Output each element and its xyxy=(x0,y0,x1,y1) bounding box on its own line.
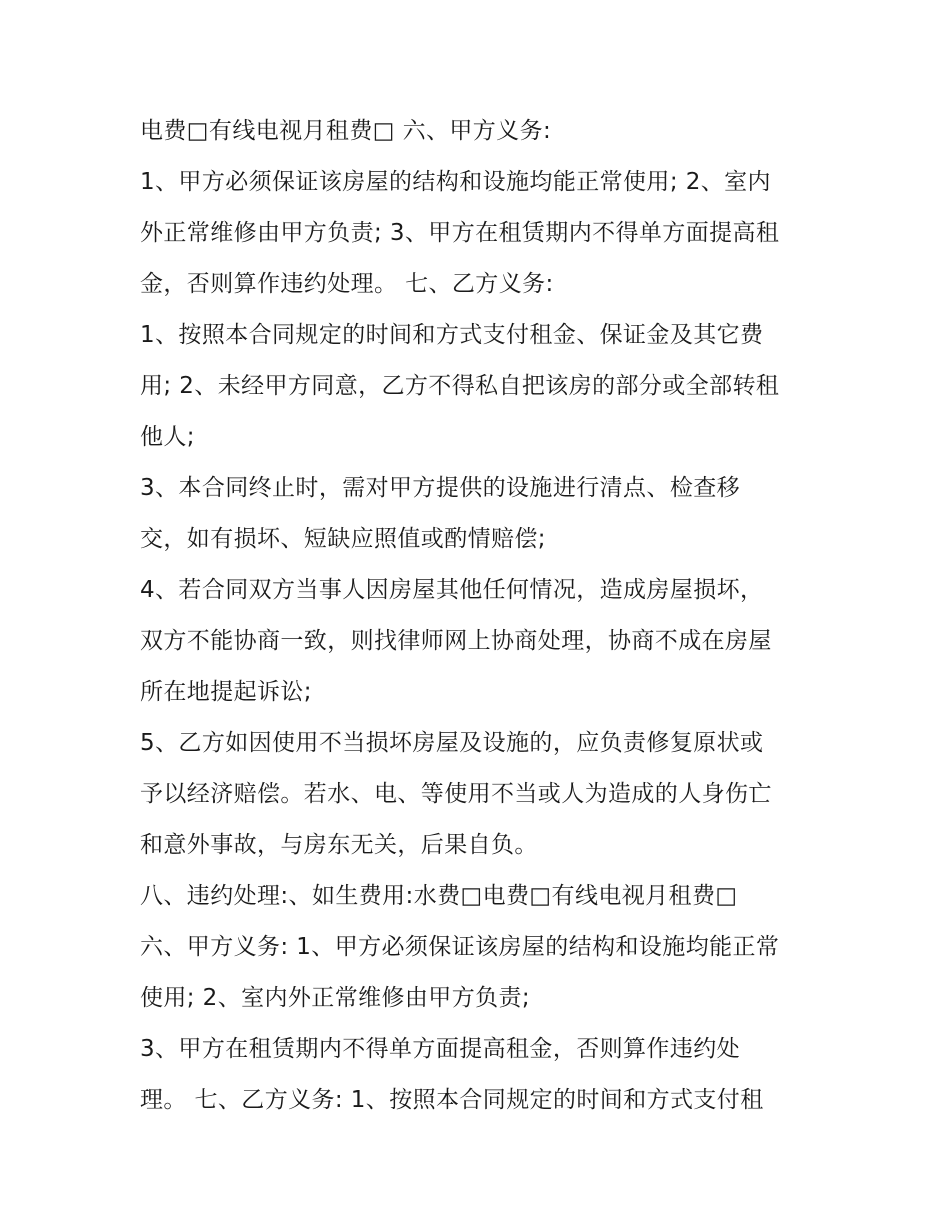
text-line: 所在地提起诉讼; xyxy=(140,679,312,705)
text-line: 外正常维修由甲方负责; 3、甲方在租赁期内不得单方面提高租 xyxy=(140,220,780,246)
text-line: 1、按照本合同规定的时间和方式支付租金、保证金及其它费 xyxy=(140,322,764,348)
text-line: 3、甲方在租赁期内不得单方面提高租金，否则算作违约处 xyxy=(140,1036,741,1062)
text-line: 交，如有损坏、短缺应照值或酌情赔偿; xyxy=(140,526,546,552)
text-line: 电费□有线电视月租费□ 六、甲方义务: xyxy=(140,118,552,144)
text-line: 理。 七、乙方义务: 1、按照本合同规定的时间和方式支付租 xyxy=(140,1087,764,1113)
text-line: 双方不能协商一致，则找律师网上协商处理，协商不成在房屋 xyxy=(140,628,772,654)
text-line: 4、若合同双方当事人因房屋其他任何情况，造成房屋损坏， xyxy=(140,577,764,603)
text-line: 3、本合同终止时，需对甲方提供的设施进行清点、检查移 xyxy=(140,475,741,501)
text-line: 1、甲方必须保证该房屋的结构和设施均能正常使用; 2、室内 xyxy=(140,169,771,195)
text-line: 金，否则算作违约处理。 七、乙方义务: xyxy=(140,271,554,297)
text-line: 用; 2、未经甲方同意，乙方不得私自把该房的部分或全部转租 xyxy=(140,373,780,399)
text-line: 予以经济赔偿。若水、电、等使用不当或人为造成的人身伤亡 xyxy=(140,781,772,807)
text-line: 和意外事故，与房东无关，后果自负。 xyxy=(140,832,538,858)
document-body xyxy=(140,106,830,1126)
text-line: 六、甲方义务: 1、甲方必须保证该房屋的结构和设施均能正常 xyxy=(140,934,780,960)
text-line: 他人; xyxy=(140,424,195,450)
text-line: 5、乙方如因使用不当损坏房屋及设施的，应负责修复原状或 xyxy=(140,730,764,756)
text-line: 八、违约处理:、如生费用:水费□电费□有线电视月租费□ xyxy=(140,883,738,909)
text-line: 使用; 2、室内外正常维修由甲方负责; xyxy=(140,985,531,1011)
